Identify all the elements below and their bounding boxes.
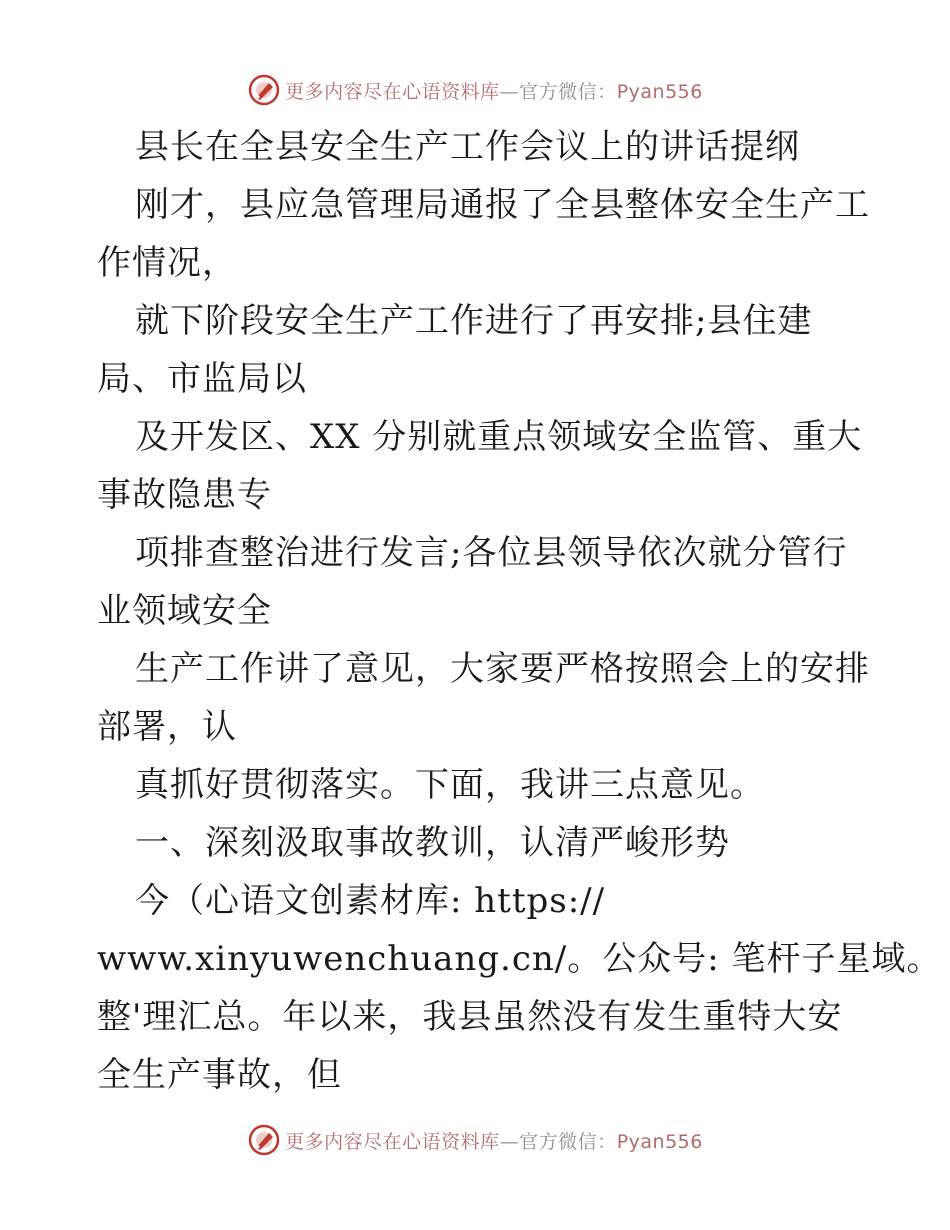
paragraph-line: 真抓好贯彻落实。下面，我讲三点意见。 xyxy=(135,765,765,805)
paragraph-line: 作情况， xyxy=(97,243,237,283)
banner-main-text: 更多内容尽在心语资料库 xyxy=(285,80,500,103)
banner-official-label: 官方微信： xyxy=(519,80,617,103)
banner-official-label: 官方微信： xyxy=(519,1130,617,1153)
banner-account: Pyan556 xyxy=(616,80,703,103)
paragraph-line: www.xinyuwenchuang.cn/。公众号: 笔杆子星域。 xyxy=(97,939,942,979)
banner-text xyxy=(285,77,703,104)
paragraph-line: 业领域安全 xyxy=(97,591,272,631)
document-title: 县长在全县安全生产工作会议上的讲话提纲 xyxy=(135,127,800,167)
pen-nib-logo-icon xyxy=(247,1123,281,1157)
document-body xyxy=(97,118,942,1104)
pen-nib-logo-icon xyxy=(247,73,281,107)
header-banner xyxy=(0,70,950,110)
paragraph-line: 整'理汇总。年以来，我县虽然没有发生重特大安 xyxy=(97,997,843,1037)
footer-banner xyxy=(0,1120,950,1160)
paragraph-line: 今（心语文创素材库: https:// xyxy=(135,881,606,921)
banner-main-text: 更多内容尽在心语资料库 xyxy=(285,1130,500,1153)
paragraph-line: 项排查整治进行发言;各位县领导依次就分管行 xyxy=(135,533,848,573)
paragraph-line: 生产工作讲了意见，大家要严格按照会上的安排 xyxy=(135,649,870,689)
paragraph-line: 就下阶段安全生产工作进行了再安排;县住建 xyxy=(135,301,813,341)
banner-text xyxy=(285,1127,703,1154)
banner-account: Pyan556 xyxy=(616,1130,703,1153)
paragraph-line: 及开发区、XX 分别就重点领域安全监管、重大 xyxy=(135,417,863,457)
paragraph-line: 局、市监局以 xyxy=(97,359,307,399)
paragraph-line: 事故隐患专 xyxy=(97,475,272,515)
section-heading: 一、深刻汲取事故教训，认清严峻形势 xyxy=(135,823,730,863)
paragraph-line: 刚才，县应急管理局通报了全县整体安全生产工 xyxy=(135,185,870,225)
paragraph-line: 全生产事故，但 xyxy=(97,1055,342,1095)
banner-dash: — xyxy=(499,1130,520,1153)
banner-dash: — xyxy=(499,80,520,103)
paragraph-line: 部署，认 xyxy=(97,707,237,747)
